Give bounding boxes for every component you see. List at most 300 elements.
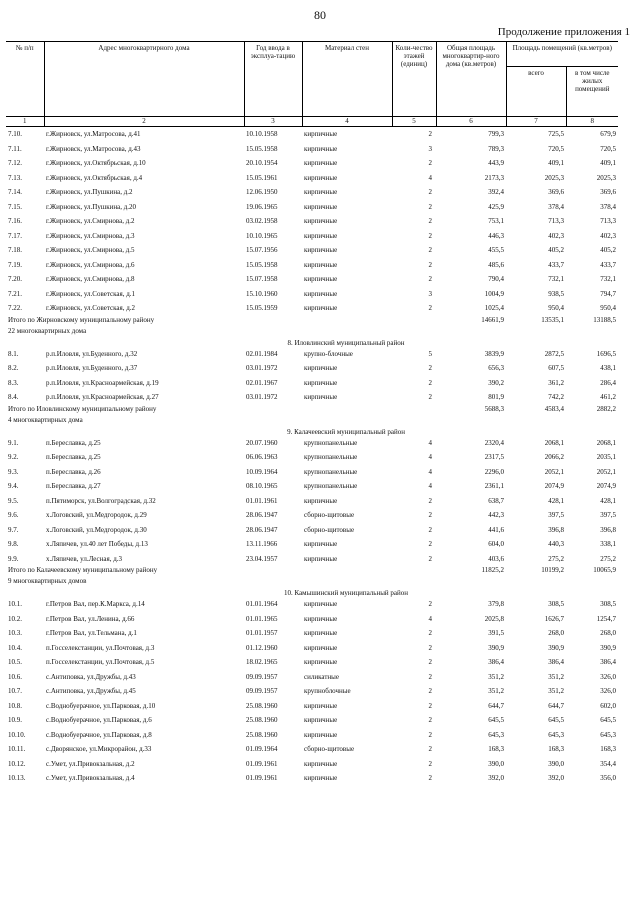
total-area-cell: 168,3 [488, 745, 504, 754]
row-number: 8.1. [8, 349, 19, 358]
table-row [6, 742, 618, 757]
total-area-cell: 2173,3 [484, 173, 504, 182]
wall-material-cell: кирпичные [304, 144, 338, 153]
living-area-cell: 386,4 [600, 658, 617, 667]
wall-material-cell: кирпичные [304, 774, 338, 783]
total-area-cell: 390,9 [488, 643, 504, 652]
premises-total-cell: 268,0 [548, 629, 564, 638]
table-row [6, 376, 618, 391]
commission-date-cell: 01.09.1961 [246, 759, 278, 768]
table-row [6, 494, 618, 509]
district-total-premises: 10199,2 [541, 566, 564, 574]
address-cell: г.Жирновск, ул.Советская, д.1 [46, 289, 136, 298]
row-number: 9.6. [8, 511, 19, 520]
premises-total-cell: 402,3 [548, 231, 564, 240]
premises-total-cell: 645,5 [548, 716, 564, 725]
section-title: 8. Иловлинский муниципальный район [287, 338, 405, 347]
wall-material-cell: кирпичные [304, 217, 338, 226]
row-number: 10.6. [8, 672, 22, 681]
column-number: 6 [436, 117, 506, 127]
premises-total-cell: 2068,1 [544, 438, 564, 447]
table-row [6, 641, 618, 656]
section-title: 10. Камышинский муниципальный район [284, 589, 409, 597]
total-area-cell: 2025,8 [484, 614, 504, 623]
total-area-cell: 390,0 [488, 759, 504, 768]
table-row [6, 684, 618, 699]
district-total-living: 10065,9 [593, 566, 617, 574]
header-premises-area: Площадь помещений (кв.метров) [506, 42, 618, 67]
address-cell: с.Антиповка, ул.Дружбы, д.45 [46, 687, 136, 696]
district-total-living: 2882,2 [596, 404, 617, 413]
living-area-cell: 409,1 [600, 159, 617, 168]
total-area-cell: 441,6 [488, 525, 504, 534]
commission-date-cell: 09.09.1957 [246, 687, 278, 696]
living-area-cell: 308,5 [600, 600, 617, 609]
commission-date-cell: 18.02.1965 [246, 658, 278, 667]
address-cell: р.п.Иловля, ул.Красноармейская, д.19 [46, 378, 159, 387]
commission-date-cell: 03.01.1972 [246, 364, 278, 373]
district-total-premises: 4583,4 [544, 404, 564, 413]
table-row [6, 243, 618, 258]
wall-material-cell: кирпичные [304, 554, 338, 563]
table-row [6, 171, 618, 186]
row-number: 7.17. [8, 231, 22, 240]
table-row [6, 757, 618, 772]
floors-cell: 2 [428, 202, 432, 211]
address-cell: п.Береславка, д.25 [46, 453, 101, 462]
address-cell: г.Жирновск, ул.Смирнова, д.5 [46, 246, 135, 255]
wall-material-cell: кирпичные [304, 730, 338, 739]
living-area-cell: 438,1 [600, 364, 617, 373]
wall-material-cell: сборно-щитовые [304, 525, 355, 534]
table-row [6, 552, 618, 567]
header-material: Материал стен [302, 42, 392, 117]
address-cell: с.Дворянское, ул.Микрорайон, д.33 [46, 745, 152, 754]
commission-date-cell: 09.09.1957 [246, 672, 278, 681]
address-cell: г.Петров Вал, ул.Тельмана, д.1 [46, 629, 137, 638]
district-total-row [6, 405, 618, 416]
commission-date-cell: 15.05.1958 [246, 260, 278, 269]
total-area-cell: 1004,9 [484, 289, 504, 298]
column-number-row [6, 117, 618, 127]
commission-date-cell: 23.04.1957 [246, 554, 278, 563]
address-cell: п.Береславка, д.25 [46, 438, 101, 447]
header-number: № п/п [6, 42, 44, 117]
total-area-cell: 2361,1 [484, 482, 504, 491]
table-row [6, 508, 618, 523]
commission-date-cell: 10.09.1964 [246, 467, 278, 476]
table-row [6, 670, 618, 685]
living-area-cell: 645,5 [600, 716, 617, 725]
floors-cell: 2 [428, 774, 432, 783]
commission-date-cell: 19.06.1965 [246, 202, 278, 211]
address-cell: х.Ляпичев, ул.Лесная, д.3 [46, 554, 123, 563]
table-row [6, 390, 618, 405]
commission-date-cell: 15.07.1958 [246, 275, 278, 284]
row-number: 10.7. [8, 687, 22, 696]
wall-material-cell: кирпичные [304, 393, 338, 402]
address-cell: р.п.Иловля, ул.Буденного, д.32 [46, 349, 138, 358]
commission-date-cell: 15.07.1956 [246, 246, 278, 255]
premises-total-cell: 386,4 [548, 658, 564, 667]
row-number: 10.9. [8, 716, 22, 725]
address-cell: г.Жирновск, ул.Пушкина, д.20 [46, 202, 137, 211]
row-number: 7.16. [8, 217, 22, 226]
total-area-cell: 604,0 [488, 540, 504, 549]
living-area-cell: 326,0 [600, 687, 617, 696]
living-area-cell: 2052,1 [596, 467, 617, 476]
row-number: 7.14. [8, 188, 22, 197]
address-cell: р.п.Иловля, ул.Буденного, д.37 [46, 364, 138, 373]
address-cell: г.Жирновск, ул.Октябрьская, д.4 [46, 173, 143, 182]
address-cell: х.Логовский, ул.Медгородок, д.30 [46, 525, 147, 534]
premises-total-cell: 378,4 [548, 202, 564, 211]
row-number: 7.15. [8, 202, 22, 211]
living-area-cell: 168,3 [600, 745, 617, 754]
premises-total-cell: 275,2 [548, 554, 564, 563]
table-row [6, 287, 618, 302]
row-number: 8.3. [8, 378, 19, 387]
commission-date-cell: 03.01.1972 [246, 393, 278, 402]
living-area-cell: 732,1 [600, 275, 617, 284]
address-cell: с.Умет, ул.Привокзальная, д.4 [46, 774, 135, 783]
wall-material-cell: кирпичные [304, 716, 338, 725]
page-number: 80 [314, 8, 326, 22]
row-number: 9.2. [8, 453, 19, 462]
wall-material-cell: кирпичные [304, 231, 338, 240]
row-number: 7.20. [8, 275, 22, 284]
total-area-cell: 3839,9 [484, 349, 504, 358]
premises-total-cell: 607,5 [548, 364, 564, 373]
wall-material-cell: кирпичные [304, 378, 338, 387]
row-number: 10.11. [8, 745, 26, 754]
district-total-house-count: 22 многоквартирных дома [8, 326, 87, 335]
premises-total-cell: 644,7 [548, 701, 564, 710]
continuation-label: Продолжение приложения 1 [497, 26, 630, 38]
commission-date-cell: 02.01.1967 [246, 378, 278, 387]
living-area-cell: 286,4 [600, 378, 617, 387]
floors-cell: 2 [428, 304, 432, 313]
row-number: 10.3. [8, 629, 22, 638]
commission-date-cell: 01.01.1965 [246, 614, 278, 623]
table-row [6, 612, 618, 627]
total-area-cell: 753,1 [488, 217, 504, 226]
commission-date-cell: 12.06.1950 [246, 188, 278, 197]
living-area-cell: 354,4 [600, 759, 617, 768]
total-area-cell: 455,5 [488, 246, 504, 255]
premises-total-cell: 2052,1 [544, 467, 564, 476]
table-row [6, 537, 618, 552]
commission-date-cell: 15.05.1961 [246, 173, 278, 182]
address-cell: х.Ляпичев, ул.40 лет Победы, д.13 [46, 540, 148, 549]
column-number: 8 [566, 117, 618, 127]
living-area-cell: 378,4 [600, 202, 617, 211]
table-row [6, 347, 618, 362]
total-area-cell: 425,9 [488, 202, 504, 211]
floors-cell: 2 [428, 716, 432, 725]
table-row [6, 436, 618, 451]
commission-date-cell: 03.02.1958 [246, 217, 278, 226]
row-number: 7.11. [8, 144, 22, 153]
floors-cell: 2 [428, 759, 432, 768]
wall-material-cell: силикатные [304, 672, 339, 681]
floors-cell: 3 [428, 289, 432, 298]
total-area-cell: 789,3 [488, 144, 504, 153]
living-area-cell: 461,2 [600, 393, 617, 402]
floors-cell: 2 [428, 730, 432, 739]
row-number: 8.2. [8, 364, 19, 373]
living-area-cell: 720,5 [600, 144, 617, 153]
floors-cell: 2 [428, 658, 432, 667]
column-number: 7 [506, 117, 566, 127]
total-area-cell: 443,9 [488, 159, 504, 168]
total-area-cell: 386,4 [488, 658, 504, 667]
floors-cell: 2 [428, 600, 432, 609]
living-area-cell: 356,0 [600, 774, 617, 783]
address-cell: п.Береславка, д.27 [46, 482, 101, 491]
premises-total-cell: 2025,3 [544, 173, 564, 182]
floors-cell: 2 [428, 540, 432, 549]
living-area-cell: 428,1 [600, 496, 617, 505]
premises-total-cell: 392,0 [548, 774, 564, 783]
wall-material-cell: кирпичные [304, 643, 338, 652]
district-total-label: Итого по Калачеевскому муниципальному району [8, 566, 158, 574]
total-area-cell: 801,9 [488, 393, 504, 402]
address-cell: г.Петров Вал, пер.К.Маркса, д.14 [46, 600, 145, 609]
wall-material-cell: кирпичные [304, 173, 338, 182]
address-cell: г.Жирновск, ул.Матросова, д.41 [46, 130, 141, 139]
living-area-cell: 1254,7 [596, 614, 617, 623]
wall-material-cell: кирпичные [304, 246, 338, 255]
wall-material-cell: кирпичные [304, 130, 338, 139]
living-area-cell: 405,2 [600, 246, 617, 255]
living-area-cell: 1696,5 [596, 349, 617, 358]
total-area-cell: 390,2 [488, 378, 504, 387]
premises-total-cell: 397,5 [548, 511, 564, 520]
row-number: 7.22. [8, 304, 22, 313]
table-row [6, 272, 618, 287]
commission-date-cell: 28.06.1947 [246, 511, 278, 520]
wall-material-cell: сборно-щитовые [304, 511, 355, 520]
wall-material-cell: кирпичные [304, 202, 338, 211]
premises-total-cell: 351,2 [548, 672, 564, 681]
table-row [6, 156, 618, 171]
column-number: 3 [244, 117, 302, 127]
living-area-cell: 645,3 [600, 730, 617, 739]
living-area-cell: 338,1 [600, 540, 617, 549]
total-area-cell: 351,2 [488, 687, 504, 696]
floors-cell: 4 [428, 438, 432, 447]
total-area-cell: 799,3 [488, 130, 504, 139]
district-total-house-count: 4 многоквартирных дома [8, 415, 83, 424]
floors-cell: 4 [428, 467, 432, 476]
living-area-cell: 275,2 [600, 554, 617, 563]
table-body [6, 127, 618, 786]
wall-material-cell: кирпичные [304, 701, 338, 710]
wall-material-cell: кирпичные [304, 540, 338, 549]
total-area-cell: 656,3 [488, 364, 504, 373]
commission-date-cell: 20.07.1960 [246, 438, 278, 447]
commission-date-cell: 01.09.1961 [246, 774, 278, 783]
living-area-cell: 268,0 [600, 629, 617, 638]
floors-cell: 2 [428, 672, 432, 681]
column-number: 4 [302, 117, 392, 127]
commission-date-cell: 15.05.1958 [246, 144, 278, 153]
district-total-living: 13188,5 [593, 315, 617, 324]
total-area-cell: 2317,5 [484, 453, 504, 462]
floors-cell: 2 [428, 378, 432, 387]
premises-total-cell: 390,9 [548, 643, 564, 652]
row-number: 8.4. [8, 393, 19, 402]
district-total-row-cont [6, 577, 618, 585]
address-cell: п.Госселекстанции, ул.Почтовая, д.3 [46, 643, 155, 652]
district-total-row [6, 316, 618, 327]
district-total-label: Итого по Иловлинскому муниципальному району [8, 404, 157, 413]
address-cell: г.Жирновск, ул.Октябрьская, д.10 [46, 159, 146, 168]
column-number: 2 [44, 117, 244, 127]
living-area-cell: 950,4 [600, 304, 617, 313]
commission-date-cell: 10.10.1965 [246, 231, 278, 240]
table-row [6, 728, 618, 743]
total-area-cell: 645,3 [488, 730, 504, 739]
wall-material-cell: крупнопанельные [304, 438, 358, 447]
row-number: 7.12. [8, 159, 22, 168]
address-cell: с.Воднобуерачное, ул.Парковая, д.10 [46, 701, 156, 710]
floors-cell: 4 [428, 453, 432, 462]
living-area-cell: 602,0 [600, 701, 617, 710]
premises-total-cell: 950,4 [548, 304, 564, 313]
wall-material-cell: кирпичные [304, 159, 338, 168]
district-total-premises: 13535,1 [541, 315, 564, 324]
address-cell: г.Петров Вал, ул.Ленина, д.66 [46, 614, 135, 623]
row-number: 10.2. [8, 614, 22, 623]
floors-cell: 2 [428, 525, 432, 534]
address-cell: г.Жирновск, ул.Смирнова, д.6 [46, 260, 135, 269]
floors-cell: 2 [428, 554, 432, 563]
column-number: 5 [392, 117, 436, 127]
table-row [6, 626, 618, 641]
wall-material-cell: крупнопанельные [304, 482, 358, 491]
total-area-cell: 391,5 [488, 629, 504, 638]
premises-total-cell: 938,5 [548, 289, 564, 298]
district-total-label: Итого по Жирновскому муниципальному району [8, 315, 155, 324]
table-row [6, 127, 618, 142]
district-total-area: 11825,2 [481, 566, 504, 574]
floors-cell: 2 [428, 217, 432, 226]
housing-table [6, 41, 618, 786]
commission-date-cell: 01.01.1964 [246, 600, 278, 609]
row-number: 7.13. [8, 173, 22, 182]
total-area-cell: 638,7 [488, 496, 504, 505]
table-row [6, 185, 618, 200]
premises-total-cell: 351,2 [548, 687, 564, 696]
floors-cell: 2 [428, 496, 432, 505]
living-area-cell: 433,7 [600, 260, 617, 269]
wall-material-cell: кирпичные [304, 614, 338, 623]
total-area-cell: 351,2 [488, 672, 504, 681]
district-total-row-cont [6, 416, 618, 424]
premises-total-cell: 2074,9 [544, 482, 564, 491]
row-number: 9.7. [8, 525, 19, 534]
district-total-row-cont [6, 327, 618, 335]
header-year: Год ввода в эксплуа-тацию [244, 42, 302, 117]
commission-date-cell: 06.06.1963 [246, 453, 278, 462]
wall-material-cell: крупнопанельные [304, 467, 358, 476]
total-area-cell: 379,8 [488, 600, 504, 609]
floors-cell: 5 [428, 349, 432, 358]
living-area-cell: 396,8 [600, 525, 617, 534]
premises-total-cell: 742,2 [548, 393, 564, 402]
wall-material-cell: кирпичные [304, 658, 338, 667]
address-cell: р.п.Иловля, ул.Красноармейская, д.27 [46, 393, 159, 402]
premises-total-cell: 405,2 [548, 246, 564, 255]
row-number: 10.12. [8, 759, 26, 768]
living-area-cell: 402,3 [600, 231, 617, 240]
total-area-cell: 645,5 [488, 716, 504, 725]
premises-total-cell: 433,7 [548, 260, 564, 269]
floors-cell: 2 [428, 629, 432, 638]
commission-date-cell: 01.01.1961 [246, 496, 278, 505]
header-premises-total: всего [506, 67, 566, 117]
floors-cell: 2 [428, 701, 432, 710]
table-row [6, 301, 618, 316]
commission-date-cell: 15.10.1960 [246, 289, 278, 298]
total-area-cell: 2296,0 [484, 467, 504, 476]
row-number: 10.13. [8, 774, 26, 783]
table-row [6, 200, 618, 215]
header-total-area: Общая площадь многоквартир-ного дома (кв.метров) [436, 42, 506, 117]
floors-cell: 4 [428, 482, 432, 491]
commission-date-cell: 02.01.1984 [246, 349, 278, 358]
living-area-cell: 679,9 [600, 130, 617, 139]
living-area-cell: 713,3 [600, 217, 617, 226]
premises-total-cell: 713,3 [548, 217, 564, 226]
premises-total-cell: 409,1 [548, 159, 564, 168]
district-total-area: 5688,3 [484, 404, 504, 413]
address-cell: х.Логовский, ул.Медгородок, д.29 [46, 511, 147, 520]
total-area-cell: 2320,4 [484, 438, 504, 447]
table-row [6, 450, 618, 465]
wall-material-cell: кирпичные [304, 260, 338, 269]
premises-total-cell: 396,8 [548, 525, 564, 534]
premises-total-cell: 361,2 [548, 378, 564, 387]
header-premises-living: в том числе жилых помещений [566, 67, 618, 117]
row-number: 10.4. [8, 643, 22, 652]
table-row [6, 361, 618, 376]
wall-material-cell: кирпичные [304, 496, 338, 505]
wall-material-cell: крупно-блочные [304, 349, 353, 358]
premises-total-cell: 720,5 [548, 144, 564, 153]
table-row [6, 771, 618, 786]
table-row [6, 479, 618, 494]
section-header-row [6, 335, 618, 347]
living-area-cell: 2068,1 [596, 438, 617, 447]
commission-date-cell: 28.06.1947 [246, 525, 278, 534]
address-cell: г.Жирновск, ул.Советская, д.2 [46, 304, 136, 313]
premises-total-cell: 732,1 [548, 275, 564, 284]
row-number: 9.5. [8, 496, 19, 505]
row-number: 7.19. [8, 260, 22, 269]
address-cell: г.Жирновск, ул.Смирнова, д.8 [46, 275, 135, 284]
premises-total-cell: 2872,5 [544, 349, 564, 358]
floors-cell: 2 [428, 643, 432, 652]
table-row [6, 699, 618, 714]
floors-cell: 2 [428, 364, 432, 373]
total-area-cell: 644,7 [488, 701, 504, 710]
wall-material-cell: кирпичные [304, 275, 338, 284]
total-area-cell: 790,4 [488, 275, 504, 284]
wall-material-cell: крупноблочные [304, 687, 351, 696]
